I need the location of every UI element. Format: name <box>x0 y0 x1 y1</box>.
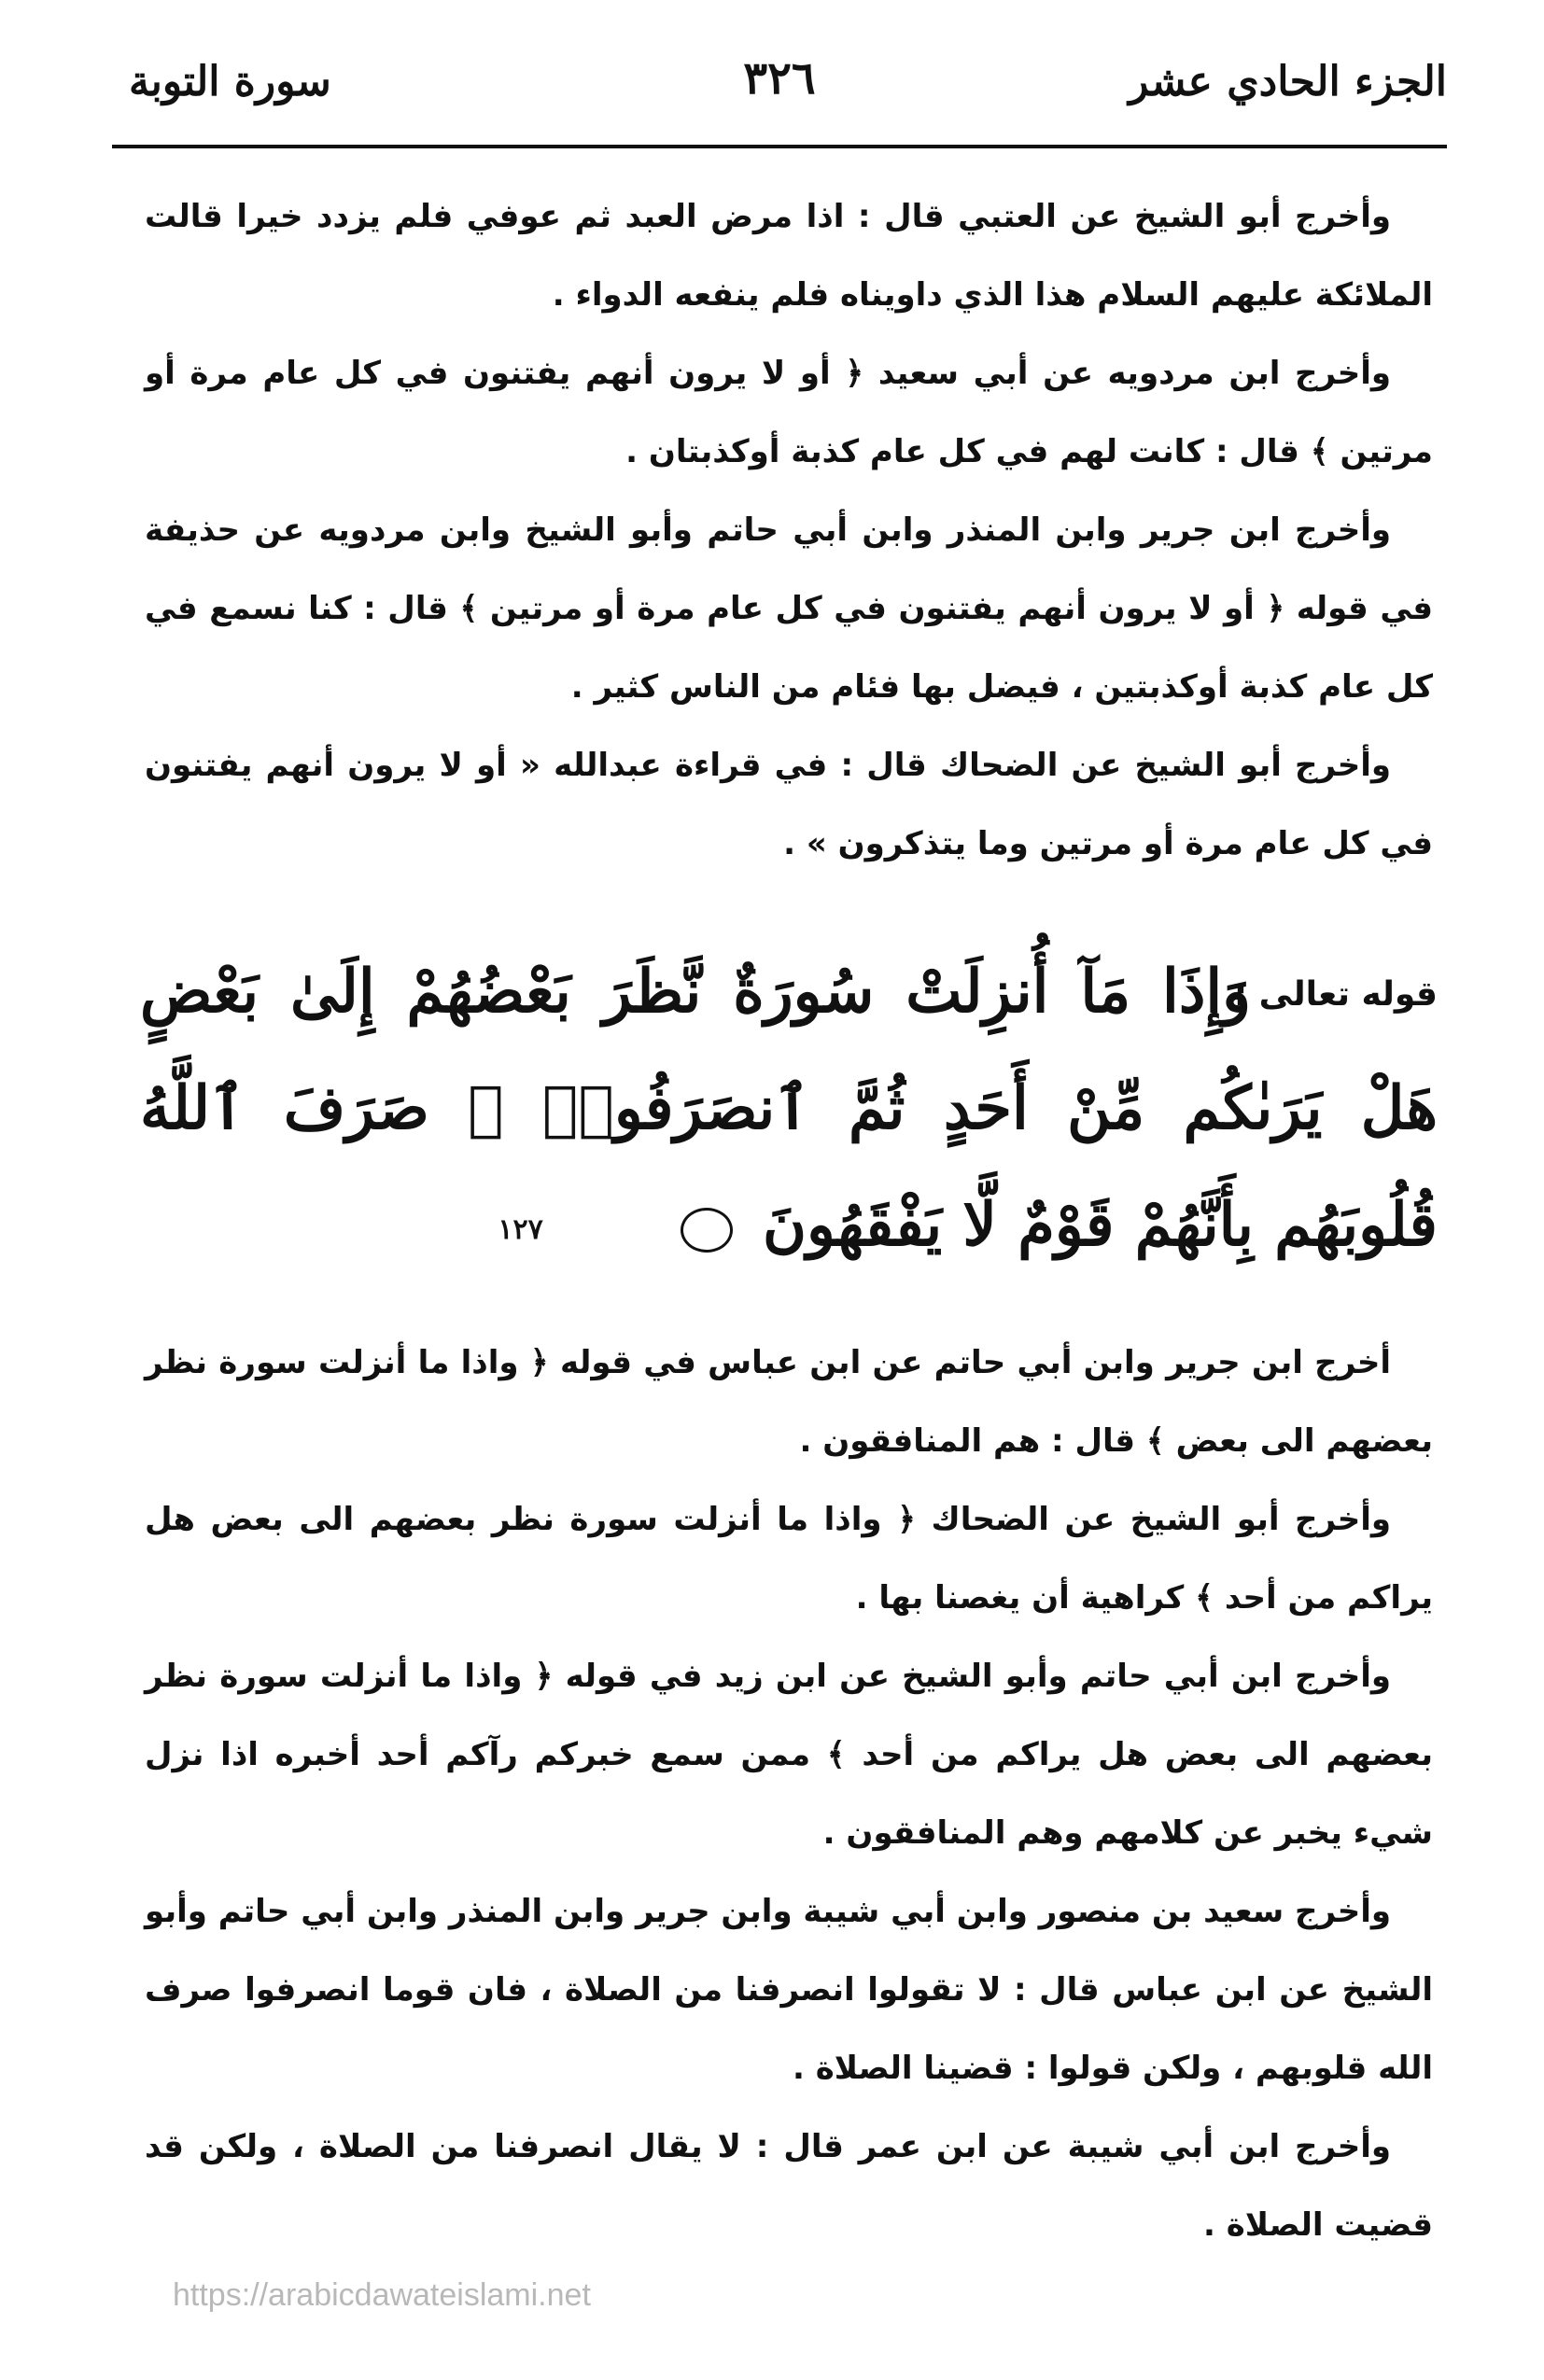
paragraph: وأخرج أبو الشيخ عن الضحاك قال : في قراءة عبدالله « أو لا يرون أنهم يفتنون في كل عام مرة أو مرتين وما يتذكرون » . <box>145 747 1433 862</box>
header-divider <box>112 145 1447 148</box>
quran-verse-section <box>140 933 1438 1288</box>
header-surah-title: سورة التوبة <box>129 58 331 105</box>
watermark-url: https://arabicdawateislami.net <box>173 2277 591 2313</box>
paragraph: وأخرج ابن جرير وابن المنذر وابن أبي حاتم وأبو الشيخ وابن مردويه عن حذيفة في قوله ﴿ أو لا يرون أنهم يفتنون في كل عام مرة أو مرتين ﴾ قال : كنا نسمع في كل عام كذبة أوكذبتين ، فيضل بها فئام من الناس كثير . <box>145 511 1433 706</box>
header-part-title: الجزء الحادي عشر <box>1129 58 1447 105</box>
paragraph: وأخرج أبو الشيخ عن العتبي قال : اذا مرض العبد ثم عوفي فلم يزدد خيرا قالت الملائكة عليهم السلام هذا الذي داويناه فلم ينفعه الدواء . <box>145 198 1433 314</box>
paragraph: وأخرج ابن أبي حاتم وأبو الشيخ عن ابن زيد في قوله ﴿ واذا ما أنزلت سورة نظر بعضهم الى بعض هل يراكم من أحد ﴾ ممن سمع خبركم رآكم أحد أخبره اذا نزل شيء يخبر عن كلامهم وهم المنافقون . <box>145 1658 1433 1852</box>
text-block-top <box>145 177 1433 883</box>
text-block-bottom <box>145 1323 1433 2264</box>
verse-intro: قوله تعالى : <box>1233 975 1438 1014</box>
paragraph: أخرج ابن جرير وابن أبي حاتم عن ابن عباس في قوله ﴿ واذا ما أنزلت سورة نظر بعضهم الى بعض ﴾ قال : هم المنافقون . <box>145 1344 1433 1460</box>
paragraph: وأخرج أبو الشيخ عن الضحاك ﴿ واذا ما أنزلت سورة نظر بعضهم الى بعض هل يراكم من أحد ﴾ كراهية أن يغصنا بها . <box>145 1501 1433 1617</box>
quran-verse <box>140 933 1438 1283</box>
paragraph: وأخرج ابن مردويه عن أبي سعيد ﴿ أو لا يرون أنهم يفتنون في كل عام مرة أو مرتين ﴾ قال : كانت لهم في كل عام كذبة أوكذبتان . <box>145 355 1433 470</box>
page-header <box>112 49 1447 133</box>
ayah-number-marker: ١٢٧ <box>681 1208 733 1253</box>
header-page-number: ٣٢٦ <box>743 52 816 105</box>
paragraph: وأخرج سعيد بن منصور وابن أبي شيبة وابن جرير وابن المنذر وابن أبي حاتم وأبو الشيخ عن ابن عباس قال : لا تقولوا انصرفنا من الصلاة ، فان قوما انصرفوا صرف الله قلوبهم ، ولكن قولوا : قضينا الصلاة . <box>145 1893 1433 2087</box>
quran-verse-text: وَإِذَا مَآ أُنزِلَتْ سُورَةٌ نَّظَرَ بَعْضُهُمْ إِلَىٰ بَعْضٍ هَلْ يَرَىٰكُم مِّنْ أَحَدٍ ثُمَّ ٱنصَرَفُوا۟ ۚ صَرَفَ ٱللَّهُ قُلُوبَهُم بِأَنَّهُمْ قَوْمٌ لَّا يَفْقَهُونَ <box>140 957 1438 1260</box>
paragraph: وأخرج ابن أبي شيبة عن ابن عمر قال : لا يقال انصرفنا من الصلاة ، ولكن قد قضيت الصلاة . <box>145 2128 1433 2244</box>
